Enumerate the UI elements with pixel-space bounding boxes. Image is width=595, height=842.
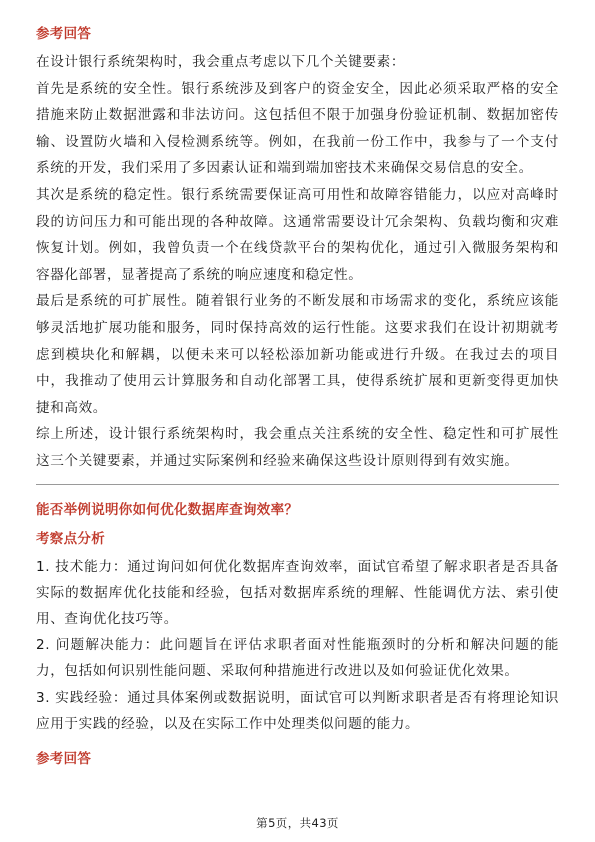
question-heading: 能否举例说明你如何优化数据库查询效率？ [36, 501, 299, 518]
answer-paragraph-security: 首先是系统的安全性。银行系统涉及到客户的资金安全，因此必须采取严格的安全措施来防止数据泄露和非法访问。这包括但不限于加强身份验证机制、数据加密传输、设置防火墙和入侵检测系统等。例如，在我前一份工作中，我参与了一个支付系统的开发，我们采用了多因素认证和端到端加密技术来确保交易信息的安全。 [36, 80, 559, 177]
analysis-point-practice: 3. 实践经验：通过具体案例或数据说明，面试官可以判断求职者是否有将理论知识应用于实践的经验，以及在实际工作中处理类似问题的能力。 [36, 689, 559, 732]
page-number: 第5页，共43页 [256, 816, 339, 830]
analysis-point-technical: 1. 技术能力：通过询问如何优化数据库查询效率，面试官希望了解求职者是否具备实际的数据库优化技能和经验，包括对数据库系统的理解、性能调优方法、索引使用、查询优化技巧等。 [36, 558, 559, 627]
reference-answer-heading: 参考回答 [36, 26, 92, 42]
answer-paragraph-intro: 在设计银行系统架构时，我会重点考虑以下几个关键要素： [36, 54, 406, 70]
analysis-point-problem-solving: 2. 问题解决能力：此问题旨在评估求职者面对性能瓶颈时的分析和解决问题的能力，包括如何识别性能问题、采取何种措施进行改进以及如何验证优化效果。 [36, 637, 559, 680]
analysis-heading: 考察点分析 [36, 530, 105, 547]
answer-paragraph-summary: 综上所述，设计银行系统架构时，我会重点关注系统的安全性、稳定性和可扩展性这三个关键要素，并通过实际案例和经验来确保这些设计原则得到有效实施。 [36, 426, 559, 469]
answer-paragraph-scalability: 最后是系统的可扩展性。随着银行业务的不断发展和市场需求的变化，系统应该能够灵活地扩展功能和服务，同时保持高效的运行性能。这要求我们在设计初期就考虑到模块化和解耦，以便未来可以轻松添加新功能或进行升级。在我过去的项目中，我推动了使用云计算服务和自动化部署工具，使得系统扩展和更新变得更加快捷和高效。 [36, 293, 559, 416]
answer-paragraph-stability: 其次是系统的稳定性。银行系统需要保证高可用性和故障容错能力，以应对高峰时段的访问压力和可能出现的各种故障。这通常需要设计冗余架构、负载均衡和灾难恢复计划。例如，我曾负责一个在线贷款平台的架构优化，通过引入微服务架构和容器化部署，显著提高了系统的响应速度和稳定性。 [36, 186, 559, 283]
reference-answer-heading-2: 参考回答 [36, 750, 92, 767]
